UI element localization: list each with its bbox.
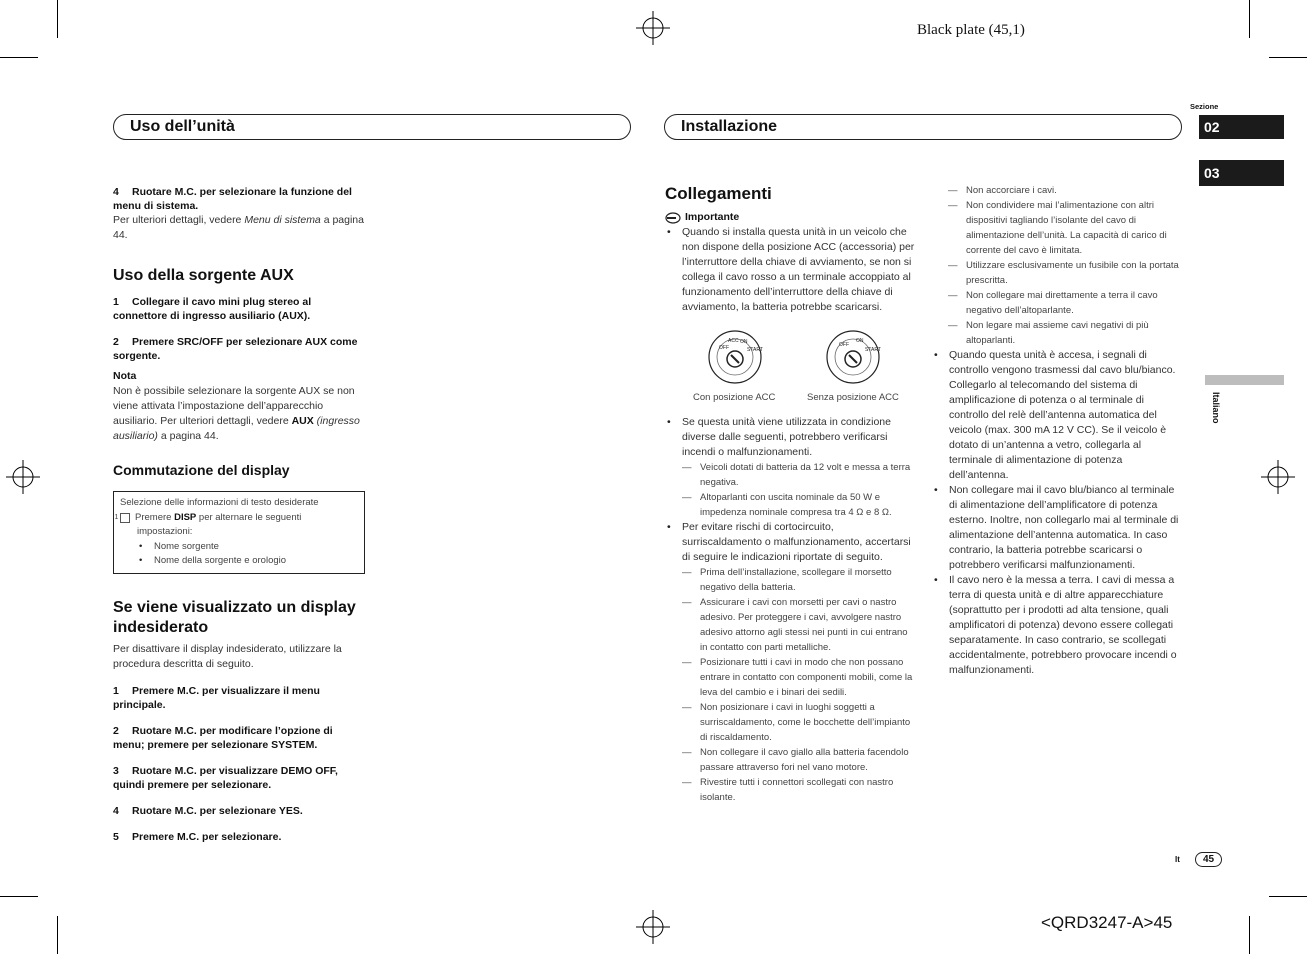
svg-text:ON: ON (856, 338, 864, 344)
safety-list (665, 565, 915, 805)
middle-column (665, 184, 915, 805)
condition-item: — Altoparlanti con uscita nominale da 50 W e impedenza nominale compresa tra 4 Ω e 8 Ω. (682, 490, 915, 520)
safety-item: — Assicurare i cavi con morsetti per cavi o nastro adesivo. Per proteggere i cavi, avvolgere nastro adesivo attorno agli stessi nei punti in cui entrano in contatto con parti metalliche. (682, 595, 915, 655)
procedure-step: 1 Premere M.C. per visualizzare il menu principale. (113, 684, 320, 711)
safety-item: — Non collegare il cavo giallo alla batteria facendolo passare attraverso fori nel vano motore. (682, 745, 915, 775)
caution-item: — Non accorciare i cavi. (948, 183, 1184, 198)
note-title: Nota (113, 370, 137, 382)
language-code: It (1175, 855, 1180, 864)
crop-mark (0, 896, 38, 897)
safety-item: — Rivestire tutti i connettori scollegati con nastro isolante. (682, 775, 915, 805)
document-code: <QRD3247-A>45 (1041, 913, 1173, 932)
box-heading: Selezione delle informazioni di testo desiderate (120, 497, 319, 508)
ignition-with-acc-icon (707, 329, 763, 385)
caution-item: — Utilizzare esclusivamente un fusibile con la portata prescritta. (948, 258, 1184, 288)
important-heading: Importante (665, 210, 915, 225)
aux-step-1: 1 Collegare il cavo mini plug stereo al connettore di ingresso ausiliario (AUX). (113, 296, 312, 322)
svg-text:ON: ON (740, 339, 748, 345)
section-tab-03: 03 (1199, 160, 1284, 186)
blue-white-cable-bullet: • Quando questa unità è accesa, i segnali di controllo vengono trasmessi dal cavo blu/bianco. Collegarlo al telecomando del sistema di amplificazione di potenza o al terminale di controllo del relè dell’antenna automatica del veicolo (max. 300 mA 12 V CC). Se il veicolo è dotato di un’antenna a vetro, collegarla al terminale di alimentazione di potenza dell’antenna. (932, 348, 1184, 483)
caption-with-acc: Con posizione ACC (693, 392, 776, 403)
display-info-box (113, 491, 365, 574)
svg-text:ACC: ACC (728, 338, 739, 344)
procedure-step: 2 Ruotare M.C. per modificare l’opzione di menu; premere per selezionare SYSTEM. (113, 724, 333, 751)
svg-text:START: START (865, 347, 881, 353)
safety-bullet: • Per evitare rischi di cortocircuito, surriscaldamento o malfunzionamento, accertarsi di seguire le indicazioni riportate di seguito. (665, 520, 915, 565)
crop-mark (1269, 896, 1307, 897)
ground-cable-bullet: • Il cavo nero è la messa a terra. I cavi di messa a terra di questa unità e di altre apparecchiature (soprattutto per i prodotti ad alta tensione, quali amplificatori di potenza) devono essere collegati separatamente. In caso contrario, se scollegati accidentalmente, potrebbero provocare incendi o malfunzionamenti. (932, 573, 1184, 678)
safety-item: — Posizionare tutti i cavi in modo che non possano entrare in contatto con componenti mobili, come la leva del cambio e i binari dei sedili. (682, 655, 915, 700)
registration-mark-icon (1261, 460, 1295, 494)
connections-title: Collegamenti (665, 184, 772, 203)
language-label: Italiano (1211, 392, 1221, 424)
safety-item: — Non posizionare i cavi in luoghi soggetti a surriscaldamento, come le bocchette dell’impianto di riscaldamento. (682, 700, 915, 745)
unwanted-display-text: Per disattivare il display indesiderato, utilizzare la procedura descritta di seguito. (113, 642, 342, 670)
language-tab (1205, 375, 1284, 385)
right-column (932, 183, 1184, 678)
conditions-bullet: • Se questa unità viene utilizzata in condizione diverse dalle seguenti, potrebbero verificarsi incendi o malfunzionamenti. (665, 415, 915, 460)
left-column (113, 185, 365, 856)
important-bullet: • Quando si installa questa unità in un veicolo che non dispone della posizione ACC (accessoria) per l’interruttore della chiave di avviamento, se non si collega il cavo rosso a un terminale accoppiato al funzionamento dell’interruttore della chiave di avviamento, la batteria potrebbe scaricarsi. (665, 225, 915, 315)
ignition-without-acc-icon (825, 329, 881, 385)
crop-mark (1249, 916, 1250, 954)
right-section-header: Installazione (664, 114, 1182, 140)
box-step: 1 Premere DISP per alternare le seguenti impostazioni: (114, 511, 302, 537)
note-text: Non è possibile selezionare la sorgente AUX se non viene attivata l’impostazione dell’apparecchio ausiliario. Per ulteriori dettagli, vedere AUX (ingresso ausiliario) a pagina 44. (113, 385, 360, 442)
page-number: 45 (1195, 852, 1222, 867)
safety-item: — Prima dell’installazione, scollegare il morsetto negativo della batteria. (682, 565, 915, 595)
step-system-function: 4 Ruotare M.C. per selezionare la funzione del menu di sistema. (113, 186, 352, 212)
crop-mark (1269, 57, 1307, 58)
ignition-illustration (665, 315, 915, 411)
box-item: • Nome della sorgente e orologio (137, 554, 358, 569)
caption-without-acc: Senza posizione ACC (807, 392, 899, 403)
section-tab-02: 02 (1199, 115, 1284, 139)
crop-mark (57, 0, 58, 38)
procedure-step: 3 Ruotare M.C. per visualizzare DEMO OFF, quindi premere per selezionare. (113, 764, 338, 791)
registration-mark-icon (6, 460, 40, 494)
svg-text:OFF: OFF (839, 342, 849, 348)
procedure-step: 5 Premere M.C. per selezionare. (113, 830, 282, 843)
procedure-step: 4 Ruotare M.C. per selezionare YES. (113, 804, 303, 817)
registration-mark-icon (636, 11, 670, 45)
aux-section-title: Uso della sorgente AUX (113, 267, 294, 284)
crop-mark (1249, 0, 1250, 38)
svg-text:OFF: OFF (719, 345, 729, 351)
caution-item: — Non condividere mai l’alimentazione con altri dispositivi tagliando l’isolante del cavo di alimentazione dell’unità. La capacità di carico di corrente del cavo è limitata. (948, 198, 1184, 258)
svg-text:START: START (747, 347, 763, 353)
crop-mark (0, 57, 38, 58)
aux-step-2: 2 Premere SRC/OFF per selezionare AUX come sorgente. (113, 336, 358, 362)
conditions-list (665, 460, 915, 520)
condition-item: — Veicoli dotati di batteria da 12 volt e messa a terra negativa. (682, 460, 915, 490)
plate-label: Black plate (45,1) (917, 22, 1025, 38)
power-terminal-bullet: • Non collegare mai il cavo blu/bianco al terminale di alimentazione dell’amplificatore di potenza esterno. Inoltre, non collegarlo mai al terminale di alimentazione dell’antenna automatica. In caso contrario, la batteria potrebbe scaricarsi o potrebbero verificarsi malfunzionamenti. (932, 483, 1184, 573)
important-icon (665, 212, 681, 224)
wiring-cautions-list (932, 183, 1184, 348)
display-section-title: Commutazione del display (113, 462, 290, 478)
crop-mark (57, 916, 58, 954)
section-label: Sezione (1190, 102, 1219, 111)
unwanted-display-title: Se viene visualizzato un display indesiderato (113, 598, 356, 636)
registration-mark-icon (636, 910, 670, 944)
caution-item: — Non legare mai assieme cavi negativi di più altoparlanti. (948, 318, 1184, 348)
left-section-header: Uso dell’unità (113, 114, 631, 140)
box-item: • Nome sorgente (137, 540, 358, 555)
caution-item: — Non collegare mai direttamente a terra il cavo negativo dell’altoparlante. (948, 288, 1184, 318)
step-note: Per ulteriori dettagli, vedere Menu di sistema a pagina 44. (113, 214, 364, 241)
